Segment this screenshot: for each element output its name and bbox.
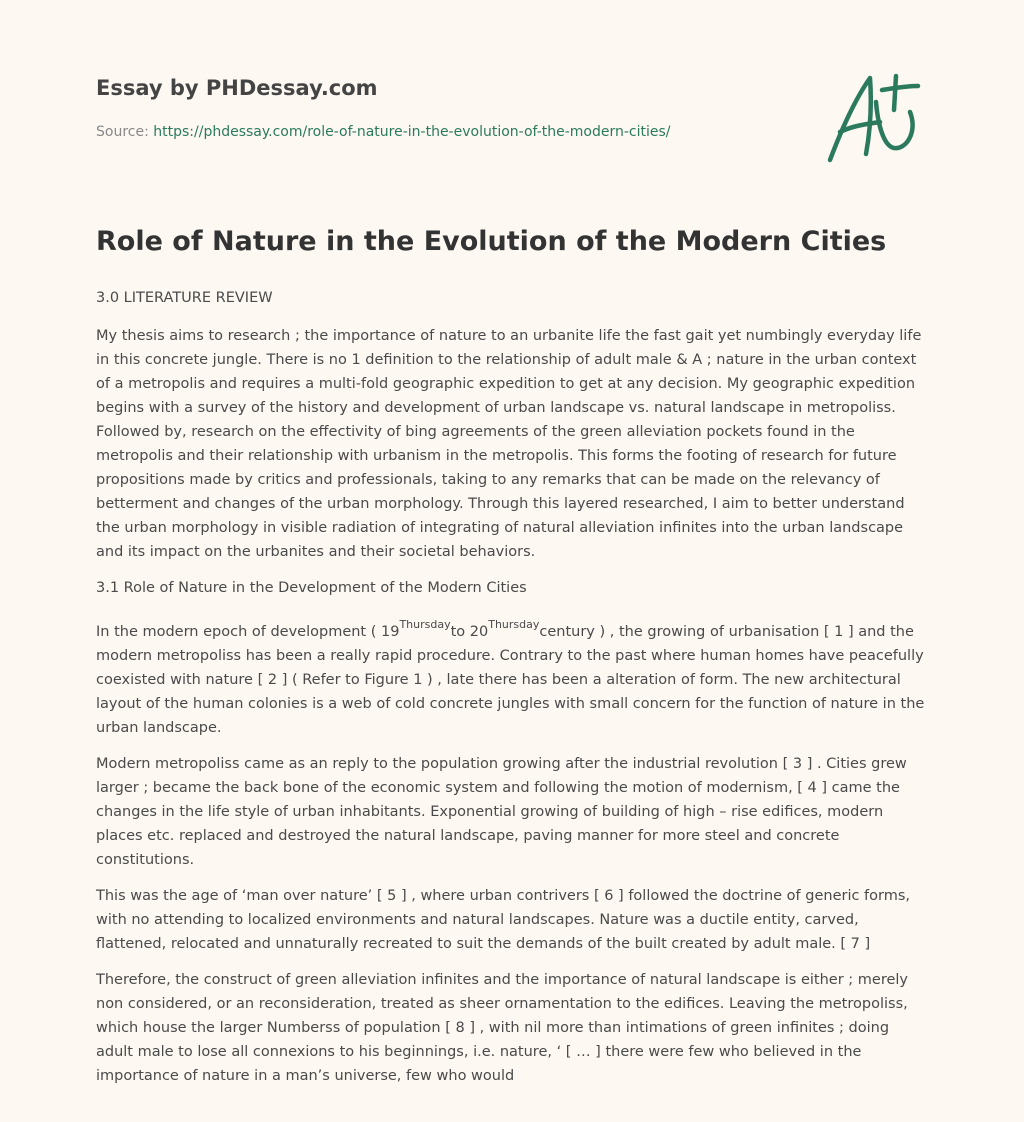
document-title: Role of Nature in the Evolution of the Modern Cities	[96, 226, 887, 257]
a-plus-logo	[820, 66, 930, 166]
paragraph-text: century ) , the growing of urbanisation [ 1 ] and the modern metropoliss has been a really rapid procedure. Contrary to the past where human homes have peacefully coexisted with nature [ 2 ] ( Refer to Figure 1 ) , late there has been a alteration of form. The new architectural layout of the human colonies is a web of cold concrete jungles with small concern for the function of nature in the urban landscape.	[96, 624, 925, 736]
paragraph: My thesis aims to research ; the importance of nature to an urbanite life the fast gait yet numbingly everyday life in this concrete jungle. There is no 1 definition to the relationship of adult male & A ; nature in the urban context of a metropolis and requires a multi-fold geographic expedition to get at any decision. My geographic expedition begins with a survey of the history and development of urban landscape vs. natural landscape in metropoliss. Followed by, research on the effectivity of bing agreements of the green alleviation pockets found in the metropolis and their relationship with urbanism in the metropolis. This forms the footing of research for future propositions made by critics and professionals, taking to any remarks that can be made on the relevancy of betterment and changes of the urban morphology. Through this layered researched, I aim to better understand the urban morphology in visible radiation of integrating of natural alleviation infinites into the urban landscape and its impact on the urbanites and their societal behaviors.	[96, 328, 922, 560]
superscript: Thursday	[488, 618, 540, 631]
subsection-heading: 3.1 Role of Nature in the Development of the Modern Cities	[96, 580, 527, 596]
paragraph: Modern metropoliss came as an reply to the population growing after the industrial revolution [ 3 ] . Cities grew larger ; became the back bone of the economic system and following the motion of modernism, [ 4 ] came the changes in the life style of urban inhabitants. Exponential growing of building of high – rise edifices, modern places etc. replaced and destroyed the natural landscape, paving manner for more steel and concrete constitutions.	[96, 756, 907, 868]
paragraph-text: In the modern epoch of development ( 19	[96, 624, 400, 640]
source-link[interactable]: https://phdessay.com/role-of-nature-in-the-evolution-of-the-modern-cities/	[153, 124, 671, 140]
paragraph: Therefore, the construct of green alleviation infinites and the importance of natural landscape is either ; merely non considered, or an reconsideration, treated as sheer ornamentation to the edifices. Leaving the metropoliss, which house the larger Numberss of population [ 8 ] , with nil more than intimations of green infinites ; doing adult male to lose all connexions to his beginnings, i.e. nature, ‘ [ … ] there were few who believed in the importance of nature in a man’s universe, few who would	[96, 972, 908, 1084]
site-title: Essay by PHDessay.com	[96, 76, 378, 100]
paragraph-text: to 20	[450, 624, 489, 640]
paragraph	[96, 620, 930, 740]
source-label: Source:	[96, 124, 154, 140]
superscript: Thursday	[399, 618, 451, 631]
section-heading: 3.0 LITERATURE REVIEW	[96, 290, 273, 306]
essay-body	[96, 286, 930, 1100]
source-line	[96, 124, 671, 140]
paragraph: This was the age of ‘man over nature’ [ 5 ] , where urban contrivers [ 6 ] followed the doctrine of generic forms, with no attending to localized environments and natural landscapes. Nature was a ductile entity, carved, flattened, relocated and unnaturally recreated to suit the demands of the built created by adult male. [ 7 ]	[96, 888, 911, 952]
